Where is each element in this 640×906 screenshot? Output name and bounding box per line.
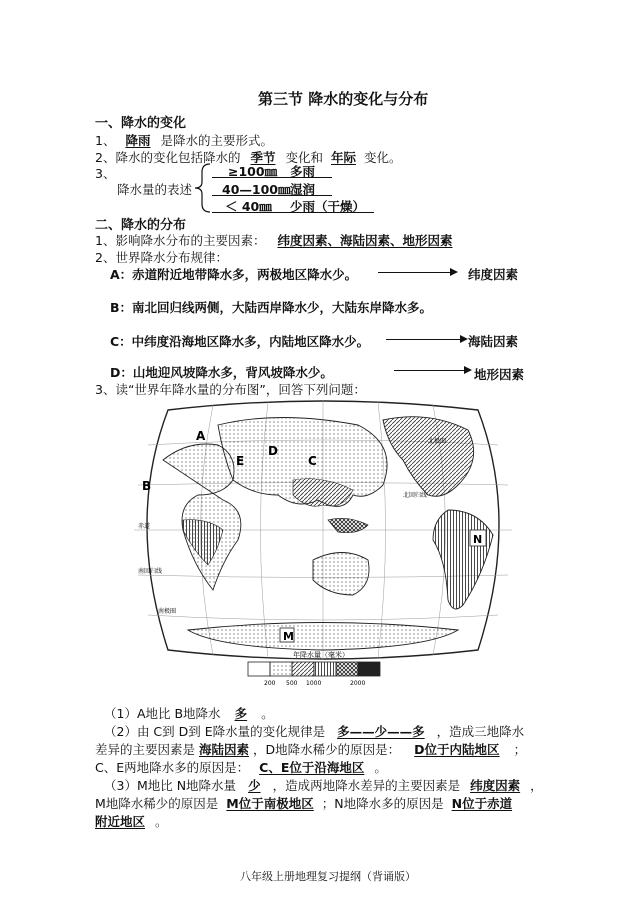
s1-q3-underline-1 — [212, 177, 332, 178]
line-label-antarctic: 南极圈 — [158, 608, 177, 615]
answer-2-line3 — [95, 758, 387, 776]
answer-3-line2-pre: M地降水稀少的原因是 — [95, 796, 219, 811]
map-label-c: C — [308, 454, 317, 468]
rule-d: D：山地迎风坡降水多，背风坡降水少。 — [110, 365, 333, 380]
answer-3-pre: （3）M地比 N地降水量 — [104, 778, 237, 793]
answer-3-line2 — [95, 794, 516, 812]
answer-3-line3-blank: 附近地区 — [95, 814, 146, 829]
legend-swatch-1 — [248, 662, 270, 676]
rule-c: C：中纬度沿海地区降水多，内陆地区降水少。 — [110, 334, 370, 349]
answer-3-post: ， — [530, 778, 543, 793]
s1-q2-blank2: 年际 — [331, 150, 357, 165]
map-label-b: B — [142, 479, 152, 493]
s1-q3-range-1: ≥100㎜ — [228, 164, 278, 179]
s1-q1 — [95, 131, 273, 149]
map-label-e: E — [236, 454, 245, 468]
s1-q2-mid: 变化和 — [285, 150, 323, 165]
answer-3-line3 — [95, 812, 168, 830]
answer-1-post: 。 — [261, 706, 274, 721]
s1-q2-suffix: 变化。 — [364, 150, 402, 165]
s2-q1-prefix: 1、影响降水分布的主要因素： — [95, 233, 266, 248]
s1-q3-term-3: 少雨（干燥） — [290, 199, 366, 214]
map-label-a: A — [196, 429, 206, 443]
answer-3-blank2: 纬度因素 — [470, 778, 521, 793]
line-label-tropic-s: 南回归线 — [138, 568, 163, 575]
answer-3-line2-mid: ；N地降水多的原因是 — [321, 796, 444, 811]
section2-heading: 二、降水的分布 — [95, 218, 187, 233]
answer-2-blank3: D位于内陆地区 — [414, 742, 500, 757]
legend-title: 年降水量（毫米） — [293, 651, 349, 659]
answer-3-line3-post: 。 — [155, 814, 168, 829]
legend-swatch-6 — [358, 662, 380, 676]
answer-3-blank3: M位于南极地区 — [226, 796, 314, 811]
s1-q1-prefix: 1、 — [95, 133, 116, 148]
answer-2-blank4: C、E位于沿海地区 — [259, 760, 365, 775]
answer-3-mid: ，造成两地降水差异的主要因素是 — [272, 778, 461, 793]
rule-c-factor: 海陆因素 — [468, 334, 519, 349]
answer-2-blank2: 海陆因素 — [199, 742, 250, 757]
page-title: 第三节 降水的变化与分布 — [258, 90, 429, 108]
answer-1-blank: 多 — [234, 706, 248, 721]
line-label-equator: 赤道 — [138, 523, 151, 530]
answer-2-pre: （2）由 C到 D到 E降水量的变化规律是 — [104, 724, 326, 739]
s1-q1-suffix: 是降水的主要形式。 — [160, 133, 273, 148]
legend-swatch-3 — [292, 662, 314, 676]
legend-swatch-2 — [270, 662, 292, 676]
legend-value-4: 2000 — [350, 680, 366, 687]
s1-q3-term-1: 多雨 — [290, 164, 316, 179]
world-precipitation-map — [128, 400, 518, 700]
s1-q2-prefix: 2、降水的变化包括降水的 — [95, 150, 241, 165]
s1-q2-blank1: 季节 — [250, 150, 276, 165]
legend-value-3: 1000 — [306, 680, 322, 687]
s1-q3-range-3: ＜ 40㎜ — [225, 199, 272, 214]
legend-swatch-5 — [336, 662, 358, 676]
answer-2-line3-pre: C、E两地降水多的原因是： — [95, 760, 250, 775]
s2-q1-answer: 纬度因素、海陆因素、地形因素 — [277, 233, 453, 248]
s1-q3-prefix: 3、 — [95, 166, 116, 181]
s1-q3-underline-3 — [212, 212, 374, 213]
answer-2-line2-pre: 差异的主要因素是 — [95, 742, 196, 757]
map-label-m: M — [283, 630, 294, 643]
s1-q3-range-2: 40—100㎜ — [222, 182, 291, 197]
brace-icon — [192, 162, 212, 214]
map-label-n: N — [473, 533, 483, 546]
line-label-arctic: 北极圈 — [428, 438, 447, 445]
answer-2-post1: ，造成三地降水 — [436, 724, 525, 739]
s1-q1-blank: 降雨 — [125, 133, 151, 148]
answer-2-line2-post: ； — [513, 742, 527, 757]
answer-3-blank1: 少 — [248, 778, 261, 793]
rule-b: B：南北回归线两侧，大陆西岸降水少，大陆东岸降水多。 — [110, 300, 433, 315]
answer-3-blank4: N位于赤道 — [451, 796, 513, 811]
rule-a-factor: 纬度因素 — [468, 267, 519, 282]
map-label-d: D — [268, 444, 278, 458]
legend — [248, 662, 380, 676]
arrow-a-icon — [378, 272, 456, 273]
s2-q1 — [95, 231, 482, 249]
legend-value-2: 500 — [286, 680, 298, 687]
answer-2-line2-mid: ，D地降水稀少的原因是： — [253, 742, 401, 757]
rule-d-factor: 地形因素 — [474, 367, 525, 382]
s1-q3-term-2: 湿润 — [290, 182, 316, 197]
s1-q3-label: 降水量的表述 — [117, 182, 193, 197]
legend-value-1: 200 — [264, 680, 276, 687]
answer-1 — [104, 704, 274, 722]
s1-q3-underline-2 — [212, 195, 332, 196]
rule-a: A：赤道附近地带降水多，两极地区降水少。 — [110, 267, 358, 282]
answer-2-line1 — [104, 722, 524, 740]
answer-2-line3-post: 。 — [374, 760, 387, 775]
s2-q2-prefix: 2、世界降水分布规律： — [95, 250, 228, 265]
answer-1-pre: （1）A地比 B地降水 — [104, 706, 221, 721]
answer-2-line2 — [95, 740, 526, 758]
section1-heading: 一、降水的变化 — [95, 116, 187, 131]
arrow-d-icon — [394, 370, 470, 371]
arrow-c-icon — [386, 339, 466, 340]
s2-q3-prefix: 3、读“世界年降水量的分布图”，回答下列问题： — [95, 382, 366, 397]
answer-2-blank1: 多——少——多 — [337, 724, 425, 739]
answer-3-line1 — [104, 776, 543, 794]
legend-swatch-4 — [314, 662, 336, 676]
page-footer: 八年级上册地理复习提纲（背诵版） — [240, 870, 416, 883]
line-label-tropic-n: 北回归线 — [403, 492, 428, 499]
